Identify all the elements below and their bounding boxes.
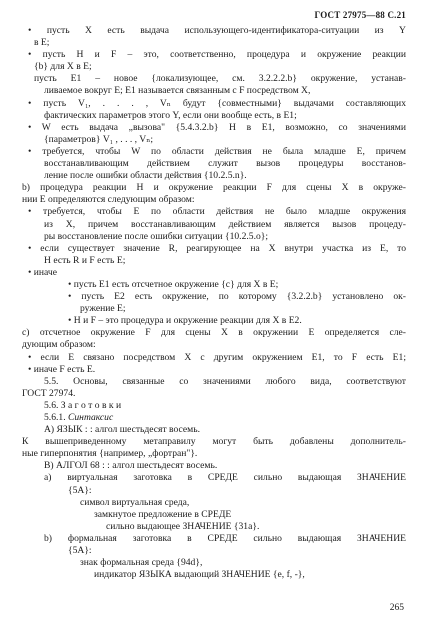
text-line: • иначе xyxy=(28,266,57,278)
text-line: • пусть X есть выдача использующего-идентификатора-ситуации из Y xyxy=(28,25,406,36)
text-line: • если E связано посредством X с другим окружением E1, то F есть E1; xyxy=(28,351,406,363)
text-line: b) процедура реакции H и окружение реакции F для сцены X в окруже- xyxy=(22,182,406,194)
text-line: в E; xyxy=(34,37,50,49)
text-line: {параметров} V₁ , . . . , Vₙ; xyxy=(44,133,154,145)
text-line: ГОСТ 27974. xyxy=(22,387,76,399)
text-line: ные гиперпонятия {например, „фортран"}. xyxy=(22,448,198,460)
text-line: ление после ошибки области действия {10.2.5.n}. xyxy=(44,170,247,182)
text-line: нии E определяются следующим образом: xyxy=(22,194,195,206)
text-line: дующим образом: xyxy=(22,339,96,351)
text-line: • H и F – это процедура и окружение реакции для X в E2. xyxy=(68,315,302,327)
page-number: 265 xyxy=(389,603,404,613)
text-line xyxy=(22,412,406,424)
text-line: восстанавливающим действием служит вызов процедуры восстанов- xyxy=(44,158,406,170)
text-line: • пусть H и F – это, соответственно, процедура и окружение реакции xyxy=(28,49,406,61)
text-line: • требуется, чтобы E по области действия не было младше окружения xyxy=(28,206,406,218)
text-line: {5A}: xyxy=(68,545,92,557)
text-line: A) ЯЗЫК : : алгол шестьдесят восемь. xyxy=(44,424,201,436)
text-line: {b} для X в E; xyxy=(34,61,92,73)
text-line: ливаемое вокруг E; E1 называется связанным с F посредством X, xyxy=(44,85,311,97)
text-line: сильно выдающее ЗНАЧЕНИЕ {31a}. xyxy=(106,520,260,532)
text-line: ружение E; xyxy=(80,303,126,315)
page-header: ГОСТ 27975—88 С.21 xyxy=(314,10,406,20)
text-line: замкнутое предложение в СРЕДЕ xyxy=(94,508,232,520)
text-line: • требуется, чтобы W по области действия не была младше E, причем xyxy=(28,145,406,157)
text-line: • W есть выдача „вызова" {5.4.3.2.b} H в E1, возможно, со значениями xyxy=(28,121,406,133)
text-line: символ виртуальная среда, xyxy=(80,496,190,508)
section-title: Синтаксис xyxy=(67,412,114,423)
text-line: 5.6. З а г о т о в к и xyxy=(44,399,122,411)
text-line: фактических параметров этого Y, если они вообще есть, в E1; xyxy=(44,109,297,121)
text-line: • пусть V₁, . . . , Vₙ будут {совместными} выдачами составляющих xyxy=(28,97,406,109)
text-line: {5A}: xyxy=(68,484,92,496)
section-number: 5.6.1. xyxy=(44,412,68,423)
text-line: • пусть E1 есть отсчетное окружение {c} для X в E; xyxy=(68,278,279,290)
text-line: ры восстановление после ошибки ситуации {10.2.5.o}; xyxy=(44,230,269,242)
text-line: b) формальная заготовка в СРЕДЕ сильно выдающая ЗНАЧЕНИЕ xyxy=(44,532,406,544)
text-line: a) виртуальная заготовка в СРЕДЕ сильно выдающая ЗНАЧЕНИЕ xyxy=(44,472,406,484)
text-line: B) АЛГОЛ 68 : : алгол шестьдесят восемь. xyxy=(44,460,218,472)
text-line: из X, причем восстанавливающим действием является вызов процеду- xyxy=(44,218,406,230)
document-body xyxy=(22,25,406,581)
text-line: c) отсчетное окружение F для сцены X в окружении E определяется сле- xyxy=(22,327,406,339)
text-line: • если существует значение R, реагирующее на X внутри участка из E, то xyxy=(28,242,406,254)
text-line: • иначе F есть E. xyxy=(28,363,96,375)
text-line: знак формальная среда {94d}, xyxy=(80,557,203,569)
text-line: пусть E1 – новое {локализующее, см. 3.2.2.2.b} окружение, устанав- xyxy=(34,73,406,85)
text-line: • пусть E2 есть окружение, по которому {3.2.2.b} установлено ок- xyxy=(68,291,406,303)
text-line: H есть R и F есть E; xyxy=(44,254,126,266)
text-line: 5.5. Основы, связанные со значениями любого вида, соответствуют xyxy=(44,375,406,387)
text-line: индикатор ЯЗЫКА выдающий ЗНАЧЕНИЕ {e, f, -}, xyxy=(94,569,305,581)
text-line: К вышеприведенному метаправилу могут быть добавлены дополнитель- xyxy=(22,436,406,448)
